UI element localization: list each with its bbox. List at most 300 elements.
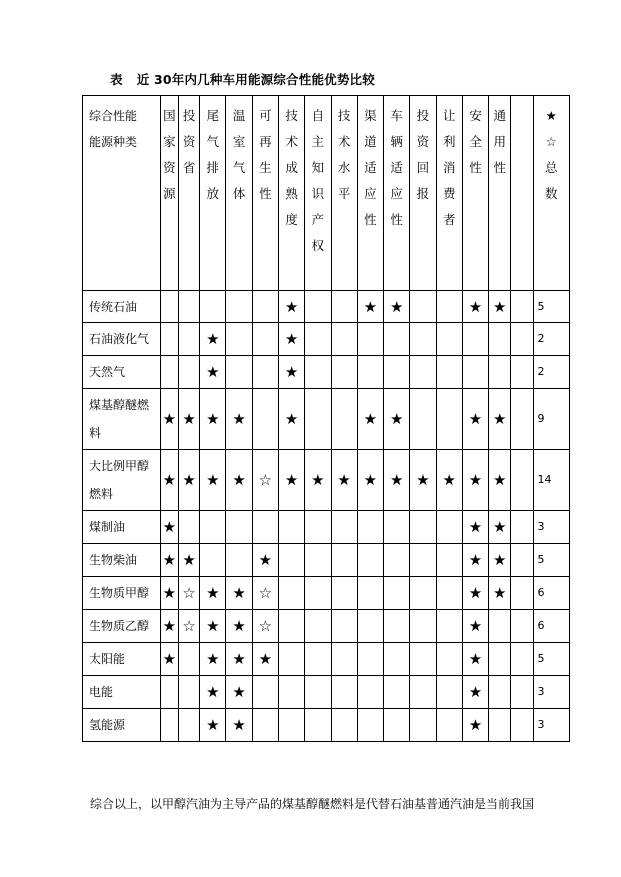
column-header-char: 权 [311, 238, 325, 253]
star-filled-icon: ★ [160, 643, 178, 676]
empty-cell [384, 643, 410, 676]
star-filled-icon: ★ [200, 323, 226, 356]
empty-cell [357, 643, 383, 676]
empty-cell [511, 610, 533, 643]
energy-name-cell [83, 709, 161, 742]
empty-cell [331, 577, 357, 610]
star-filled-icon: ★ [226, 577, 252, 610]
star-filled-icon: ★ [278, 323, 304, 356]
total-cell: 5 [533, 291, 569, 323]
column-header-char: 温 [232, 108, 246, 123]
corner-label: 能源种类 [89, 135, 138, 149]
empty-cell [511, 709, 533, 742]
empty-cell [410, 709, 436, 742]
empty-cell [278, 610, 304, 643]
empty-cell [384, 544, 410, 577]
column-header-char: 资 [182, 134, 196, 149]
column-header-char: 主 [311, 134, 325, 149]
star-filled-icon: ★ [489, 291, 511, 323]
total-cell: 14 [533, 450, 569, 511]
empty-cell [384, 323, 410, 356]
column-header-char: 报 [416, 186, 430, 201]
empty-cell [160, 709, 178, 742]
empty-cell [252, 291, 278, 323]
column-header [278, 96, 304, 291]
empty-cell [278, 676, 304, 709]
star-filled-icon: ★ [226, 709, 252, 742]
column-header [200, 96, 226, 291]
empty-cell [331, 511, 357, 544]
column-header-char: 自 [311, 108, 325, 123]
empty-cell [489, 643, 511, 676]
star-filled-icon: ★ [489, 389, 511, 450]
empty-cell [357, 544, 383, 577]
column-header [160, 96, 178, 291]
energy-name-cell [83, 544, 161, 577]
empty-cell [226, 291, 252, 323]
empty-cell [384, 511, 410, 544]
empty-cell [252, 676, 278, 709]
total-cell: 5 [533, 643, 569, 676]
column-header-char: 体 [232, 186, 246, 201]
star-filled-icon: ★ [160, 610, 178, 643]
star-filled-icon: ★ [178, 450, 199, 511]
star-filled-icon: ★ [200, 450, 226, 511]
empty-cell [511, 643, 533, 676]
empty-cell [357, 709, 383, 742]
total-cell: 6 [533, 577, 569, 610]
empty-cell [305, 511, 331, 544]
column-header [511, 96, 533, 291]
column-header [357, 96, 383, 291]
star-filled-icon: ★ [357, 389, 383, 450]
empty-cell [305, 544, 331, 577]
table-row [83, 450, 570, 511]
empty-cell [226, 323, 252, 356]
star-filled-icon: ★ [489, 577, 511, 610]
empty-cell [436, 291, 462, 323]
empty-cell [489, 676, 511, 709]
empty-cell [178, 643, 199, 676]
column-header [436, 96, 462, 291]
column-header-char: 投 [182, 108, 196, 123]
total-cell: 6 [533, 610, 569, 643]
empty-cell [410, 610, 436, 643]
column-header-char: 总 [545, 160, 558, 175]
empty-cell [178, 323, 199, 356]
empty-cell [226, 544, 252, 577]
column-header-char: 术 [285, 134, 298, 149]
empty-cell [410, 356, 436, 389]
column-header-char: 国 [163, 108, 176, 123]
empty-cell [511, 544, 533, 577]
star-filled-icon: ★ [462, 450, 488, 511]
column-header-char: 识 [311, 186, 325, 201]
column-header [252, 96, 278, 291]
star-filled-icon: ★ [462, 577, 488, 610]
empty-cell [436, 389, 462, 450]
empty-cell [278, 577, 304, 610]
column-header-char: 尾 [206, 108, 220, 123]
energy-name-line: 氢能源 [89, 718, 126, 732]
empty-cell [331, 356, 357, 389]
footer-paragraph: 综合以上，以甲醇汽油为主导产品的煤基醇醚燃料是代替石油基普通汽油是当前我国 [90, 797, 535, 811]
empty-cell [305, 323, 331, 356]
empty-cell [252, 511, 278, 544]
star-filled-icon: ★ [160, 544, 178, 577]
column-header-char: 性 [493, 160, 506, 175]
column-header-char: 排 [206, 160, 220, 175]
empty-cell [160, 291, 178, 323]
column-header-char: ☆ [545, 134, 557, 149]
column-header [533, 96, 569, 291]
star-filled-icon: ★ [160, 450, 178, 511]
empty-cell [436, 643, 462, 676]
energy-name-line: 煤基醇醚燃 [89, 398, 150, 412]
energy-name-cell [83, 389, 161, 450]
table-row [83, 544, 570, 577]
column-header-char: 性 [259, 186, 272, 201]
empty-cell [226, 511, 252, 544]
star-filled-icon: ★ [384, 291, 410, 323]
column-header-char: 平 [337, 186, 351, 201]
empty-cell [357, 511, 383, 544]
total-cell: 3 [533, 676, 569, 709]
empty-cell [278, 709, 304, 742]
empty-cell [200, 511, 226, 544]
star-filled-icon: ★ [200, 389, 226, 450]
empty-cell [331, 709, 357, 742]
empty-cell [305, 643, 331, 676]
energy-name-cell [83, 577, 161, 610]
empty-cell [278, 511, 304, 544]
empty-cell [278, 643, 304, 676]
table-row [83, 511, 570, 544]
star-filled-icon: ★ [462, 389, 488, 450]
star-outline-icon: ☆ [252, 610, 278, 643]
star-filled-icon: ★ [489, 544, 511, 577]
energy-name-line: 太阳能 [89, 652, 126, 666]
caption-title: 近 30年内几种车用能源综合性能优势比较 [136, 72, 375, 87]
column-header-char: 渠 [364, 108, 377, 123]
column-header-char: 成 [285, 160, 298, 175]
empty-cell [200, 544, 226, 577]
star-filled-icon: ★ [462, 610, 488, 643]
empty-cell [511, 389, 533, 450]
empty-cell [331, 389, 357, 450]
empty-cell [462, 356, 488, 389]
empty-cell [252, 389, 278, 450]
empty-cell [489, 323, 511, 356]
star-filled-icon: ★ [278, 450, 304, 511]
empty-cell [410, 577, 436, 610]
table-row [83, 709, 570, 742]
energy-name-cell [83, 643, 161, 676]
star-filled-icon: ★ [357, 450, 383, 511]
comparison-table [82, 95, 570, 742]
star-filled-icon: ★ [462, 511, 488, 544]
empty-cell [511, 356, 533, 389]
total-cell: 3 [533, 709, 569, 742]
empty-cell [384, 610, 410, 643]
star-filled-icon: ★ [462, 709, 488, 742]
column-header-char: 适 [390, 160, 403, 175]
empty-cell [160, 356, 178, 389]
energy-name-cell [83, 450, 161, 511]
table-caption [110, 70, 375, 88]
empty-cell [436, 356, 462, 389]
star-filled-icon: ★ [462, 643, 488, 676]
empty-cell [305, 356, 331, 389]
empty-cell [331, 676, 357, 709]
total-cell: 5 [533, 544, 569, 577]
caption-label: 表 [110, 72, 123, 87]
column-header [305, 96, 331, 291]
column-header-char: 回 [416, 160, 430, 175]
column-header-char: 技 [285, 108, 298, 123]
star-filled-icon: ★ [410, 450, 436, 511]
column-header-char: 性 [469, 160, 482, 175]
table-row [83, 389, 570, 450]
star-outline-icon: ☆ [252, 450, 278, 511]
column-header-char: 水 [337, 160, 351, 175]
star-filled-icon: ★ [200, 356, 226, 389]
empty-cell [462, 323, 488, 356]
column-header-char: 度 [285, 212, 298, 227]
column-header-char: 利 [442, 134, 456, 149]
empty-cell [357, 577, 383, 610]
empty-cell [436, 511, 462, 544]
star-filled-icon: ★ [160, 577, 178, 610]
empty-cell [489, 610, 511, 643]
energy-name-line: 燃料 [89, 487, 114, 501]
corner-label: 综合性能 [89, 109, 138, 123]
total-cell: 2 [533, 356, 569, 389]
column-header-char: 道 [364, 134, 377, 149]
table-row [83, 323, 570, 356]
star-filled-icon: ★ [226, 643, 252, 676]
empty-cell [511, 577, 533, 610]
empty-cell [331, 610, 357, 643]
table-row [83, 643, 570, 676]
column-header-char: 性 [390, 212, 403, 227]
empty-cell [384, 676, 410, 709]
empty-cell [384, 577, 410, 610]
star-filled-icon: ★ [252, 544, 278, 577]
empty-cell [511, 323, 533, 356]
empty-cell [331, 544, 357, 577]
energy-name-line: 传统石油 [89, 299, 138, 314]
empty-cell [410, 291, 436, 323]
star-filled-icon: ★ [462, 544, 488, 577]
table-row [83, 577, 570, 610]
column-header-char: 应 [390, 186, 403, 201]
star-filled-icon: ★ [226, 389, 252, 450]
column-header-char: 性 [364, 212, 377, 227]
header-row [83, 96, 570, 291]
energy-name-line: 煤制油 [89, 520, 126, 534]
empty-cell [357, 323, 383, 356]
star-filled-icon: ★ [384, 450, 410, 511]
table-row [83, 291, 570, 323]
empty-cell [357, 676, 383, 709]
corner-header [83, 96, 161, 291]
empty-cell [305, 610, 331, 643]
star-filled-icon: ★ [489, 450, 511, 511]
star-filled-icon: ★ [305, 450, 331, 511]
column-header-char: 者 [442, 212, 456, 227]
total-cell: 9 [533, 389, 569, 450]
column-header-char: 安 [469, 108, 482, 123]
column-header-char: 通 [493, 108, 506, 123]
table-row [83, 676, 570, 709]
empty-cell [384, 709, 410, 742]
column-header-char: 让 [442, 108, 456, 123]
empty-cell [489, 356, 511, 389]
empty-cell [178, 709, 199, 742]
empty-cell [410, 643, 436, 676]
empty-cell [252, 709, 278, 742]
column-header-char: 费 [442, 186, 456, 201]
column-header-char: 用 [493, 134, 506, 149]
star-filled-icon: ★ [462, 291, 488, 323]
column-header-char: 生 [259, 160, 272, 175]
empty-cell [160, 676, 178, 709]
star-filled-icon: ★ [278, 291, 304, 323]
empty-cell [331, 323, 357, 356]
empty-cell [410, 511, 436, 544]
star-filled-icon: ★ [178, 544, 199, 577]
empty-cell [357, 356, 383, 389]
column-header-char: 放 [206, 186, 220, 201]
star-filled-icon: ★ [200, 610, 226, 643]
energy-name-line: 生物质乙醇 [89, 619, 150, 633]
column-header-char: 车 [390, 108, 403, 123]
column-header-char: 适 [364, 160, 377, 175]
column-header-char: 全 [469, 134, 482, 149]
column-header-char: 再 [259, 134, 272, 149]
column-header-char: 产 [311, 212, 325, 227]
empty-cell [489, 709, 511, 742]
column-header [178, 96, 199, 291]
energy-name-line: 料 [89, 426, 102, 440]
star-filled-icon: ★ [226, 610, 252, 643]
empty-cell [305, 291, 331, 323]
column-header-char: 气 [232, 160, 246, 175]
star-filled-icon: ★ [178, 389, 199, 450]
column-header-char: 辆 [390, 134, 403, 149]
empty-cell [178, 511, 199, 544]
star-filled-icon: ★ [489, 511, 511, 544]
empty-cell [331, 291, 357, 323]
energy-name-line: 石油液化气 [89, 332, 150, 346]
empty-cell [226, 356, 252, 389]
star-filled-icon: ★ [160, 511, 178, 544]
empty-cell [305, 389, 331, 450]
table-row [83, 610, 570, 643]
column-header-char: 熟 [285, 186, 298, 201]
star-filled-icon: ★ [384, 389, 410, 450]
empty-cell [252, 323, 278, 356]
table-row [83, 356, 570, 389]
empty-cell [511, 511, 533, 544]
empty-cell [511, 450, 533, 511]
column-header [489, 96, 511, 291]
star-filled-icon: ★ [462, 676, 488, 709]
column-header-char: 资 [163, 160, 176, 175]
empty-cell [178, 291, 199, 323]
energy-name-line: 大比例甲醇 [89, 459, 150, 473]
column-header-char: 家 [163, 134, 176, 149]
empty-cell [436, 709, 462, 742]
empty-cell [160, 323, 178, 356]
empty-cell [410, 389, 436, 450]
star-filled-icon: ★ [226, 676, 252, 709]
energy-name-cell [83, 511, 161, 544]
column-header-char: ★ [545, 108, 557, 123]
star-filled-icon: ★ [200, 676, 226, 709]
star-filled-icon: ★ [200, 643, 226, 676]
empty-cell [305, 676, 331, 709]
star-filled-icon: ★ [252, 643, 278, 676]
energy-name-cell [83, 610, 161, 643]
star-filled-icon: ★ [200, 709, 226, 742]
column-header [384, 96, 410, 291]
empty-cell [410, 676, 436, 709]
empty-cell [357, 610, 383, 643]
column-header-char: 技 [337, 108, 351, 123]
energy-name-cell [83, 291, 161, 323]
star-filled-icon: ★ [436, 450, 462, 511]
energy-name-line: 生物质甲醇 [89, 586, 150, 600]
empty-cell [178, 676, 199, 709]
empty-cell [436, 577, 462, 610]
column-header-char: 源 [163, 186, 176, 201]
empty-cell [331, 643, 357, 676]
column-header-char: 应 [364, 186, 377, 201]
empty-cell [511, 291, 533, 323]
column-header [331, 96, 357, 291]
empty-cell [436, 676, 462, 709]
empty-cell [511, 676, 533, 709]
energy-name-cell [83, 323, 161, 356]
column-header-char: 室 [232, 134, 246, 149]
star-filled-icon: ★ [226, 450, 252, 511]
total-cell: 2 [533, 323, 569, 356]
energy-name-line: 电能 [89, 685, 114, 699]
star-filled-icon: ★ [278, 389, 304, 450]
empty-cell [305, 709, 331, 742]
total-cell: 3 [533, 511, 569, 544]
empty-cell [252, 356, 278, 389]
energy-name-line: 天然气 [89, 365, 126, 379]
star-outline-icon: ☆ [178, 610, 199, 643]
empty-cell [436, 610, 462, 643]
star-filled-icon: ★ [331, 450, 357, 511]
empty-cell [384, 356, 410, 389]
star-filled-icon: ★ [200, 577, 226, 610]
column-header [226, 96, 252, 291]
column-header-char: 投 [416, 108, 430, 123]
column-header-char: 数 [545, 186, 558, 201]
column-header-char: 气 [206, 134, 220, 149]
energy-name-cell [83, 356, 161, 389]
energy-name-line: 生物柴油 [89, 553, 138, 567]
column-header [410, 96, 436, 291]
empty-cell [436, 323, 462, 356]
column-header-char: 消 [442, 160, 456, 175]
star-filled-icon: ★ [160, 389, 178, 450]
